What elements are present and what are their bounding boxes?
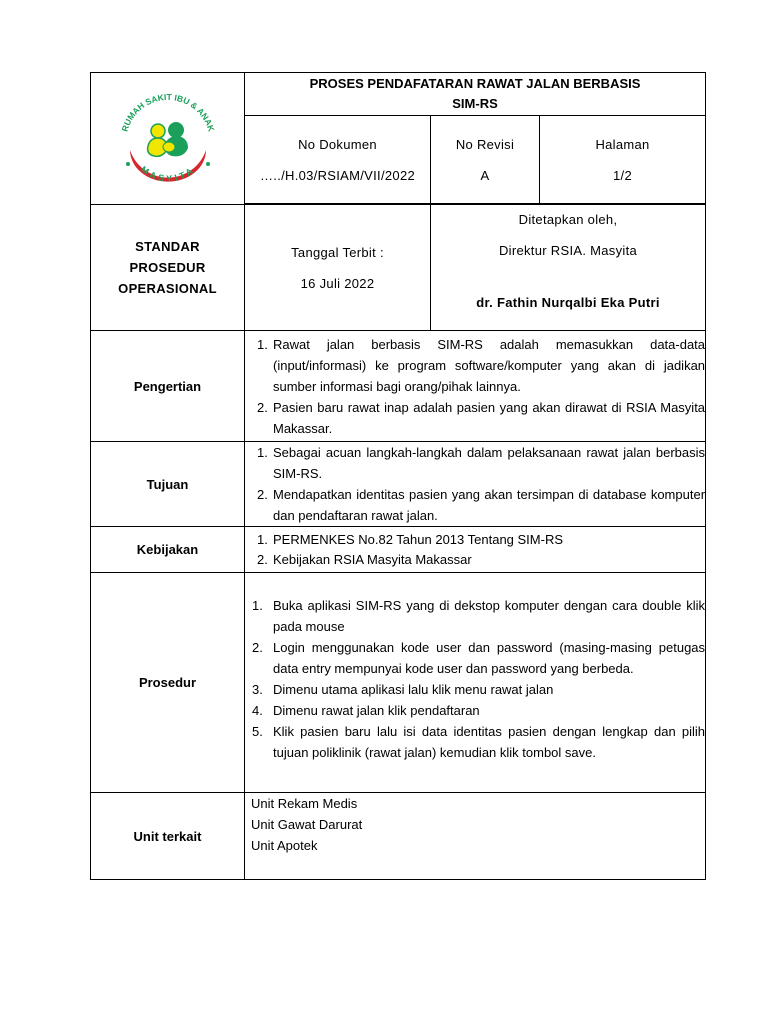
svg-text:RUMAH SAKIT IBU & ANAK <box>119 91 216 133</box>
ditetapkan-label: Ditetapkan oleh, <box>518 212 618 227</box>
prosedur-list <box>245 595 705 763</box>
kebijakan-list <box>245 530 705 570</box>
unit-item: Unit Gawat Darurat <box>251 817 363 832</box>
sop-label-line-2: PROSEDUR <box>129 260 206 275</box>
unit-terkait-content <box>245 793 706 880</box>
list-item: 1. Buka aplikasi SIM-RS yang di dekstop komputer dengan cara double klik pada mouse <box>252 597 706 634</box>
pengertian-list <box>245 334 705 439</box>
tujuan-list <box>245 442 705 526</box>
sop-label-line-1: STANDAR <box>135 239 200 254</box>
hospital-logo <box>91 84 244 194</box>
svg-text:MASYITA <box>138 164 196 184</box>
tanggal-terbit-cell <box>245 205 431 331</box>
unit-item: Unit Apotek <box>251 838 318 853</box>
document-title <box>245 73 706 116</box>
direktur-label: Direktur RSIA. Masyita <box>498 243 638 258</box>
list-item: 3. Dimenu utama aplikasi lalu klik menu rawat jalan <box>252 681 554 697</box>
prosedur-label: Prosedur <box>91 573 245 793</box>
pengertian-label: Pengertian <box>91 331 245 442</box>
no-revisi-label: No Revisi <box>455 136 515 152</box>
sop-table <box>90 72 706 880</box>
title-line-1: PROSES PENDAFATARAN RAWAT JALAN BERBASIS <box>309 76 641 91</box>
pengertian-content <box>245 331 706 442</box>
list-item: 2. Pasien baru rawat inap adalah pasien yang akan dirawat di RSIA Masyita Makassar. <box>257 399 706 436</box>
halaman-label: Halaman <box>595 136 650 152</box>
halaman-cell <box>540 116 706 204</box>
no-dokumen-cell <box>245 116 431 204</box>
no-revisi-value: A <box>480 167 490 183</box>
list-item: 1. Sebagai acuan langkah-langkah dalam pelaksanaan rawat jalan berbasis SIM-RS. <box>257 445 706 481</box>
title-line-2: SIM-RS <box>452 96 498 111</box>
tujuan-label: Tujuan <box>91 442 245 527</box>
sop-label-cell <box>91 205 245 331</box>
list-item: 1. Rawat jalan berbasis SIM-RS adalah memasukkan data-data (input/informasi) ke program software/komputer yang akan di jadikan sumber informasi bagi orang/pihak lainnya. <box>257 336 706 394</box>
ditetapkan-cell <box>431 205 706 331</box>
kebijakan-label: Kebijakan <box>91 527 245 573</box>
logo-cell <box>91 73 245 205</box>
no-dokumen-label: No Dokumen <box>298 136 377 152</box>
list-item: 4. Dimenu rawat jalan klik pendaftaran <box>252 702 480 718</box>
no-revisi-cell <box>431 116 540 204</box>
logo-arc-bottom: MASYITA <box>138 163 197 184</box>
sop-label-line-3: OPERASIONAL <box>118 281 217 296</box>
masyita-logo-icon <box>108 84 228 194</box>
tujuan-content <box>245 442 706 527</box>
list-item: 2. Kebijakan RSIA Masyita Makassar <box>257 551 472 567</box>
logo-arc-top: RUMAH SAKIT IBU & ANAK <box>118 91 217 133</box>
kebijakan-content <box>245 527 706 573</box>
list-item: 2. Mendapatkan identitas pasien yang akan tersimpan di database komputer dan pendaftaran rawat jalan. <box>257 487 706 523</box>
prosedur-content <box>245 573 706 793</box>
unit-item: Unit Rekam Medis <box>251 796 358 811</box>
list-item: 1. PERMENKES No.82 Tahun 2013 Tentang SIM-RS <box>257 531 564 547</box>
signatory-name: dr. Fathin Nurqalbi Eka Putri <box>476 295 660 310</box>
list-item: 2. Login menggunakan kode user dan password (masing-masing petugas data entry mempunyai kode user dan password yang berbeda. <box>252 639 706 676</box>
list-item: 5. Klik pasien baru lalu isi data identitas pasien dengan lengkap dan pilih tujuan poliklinik (rawat jalan) kemudian klik tombol save. <box>252 723 706 760</box>
unit-terkait-label: Unit terkait <box>91 793 245 880</box>
halaman-value: 1/2 <box>613 167 632 183</box>
tanggal-value: 16 Juli 2022 <box>300 275 375 291</box>
no-dokumen-value: …../H.03/RSIAM/VII/2022 <box>259 167 416 183</box>
tanggal-label: Tanggal Terbit : <box>291 244 384 260</box>
